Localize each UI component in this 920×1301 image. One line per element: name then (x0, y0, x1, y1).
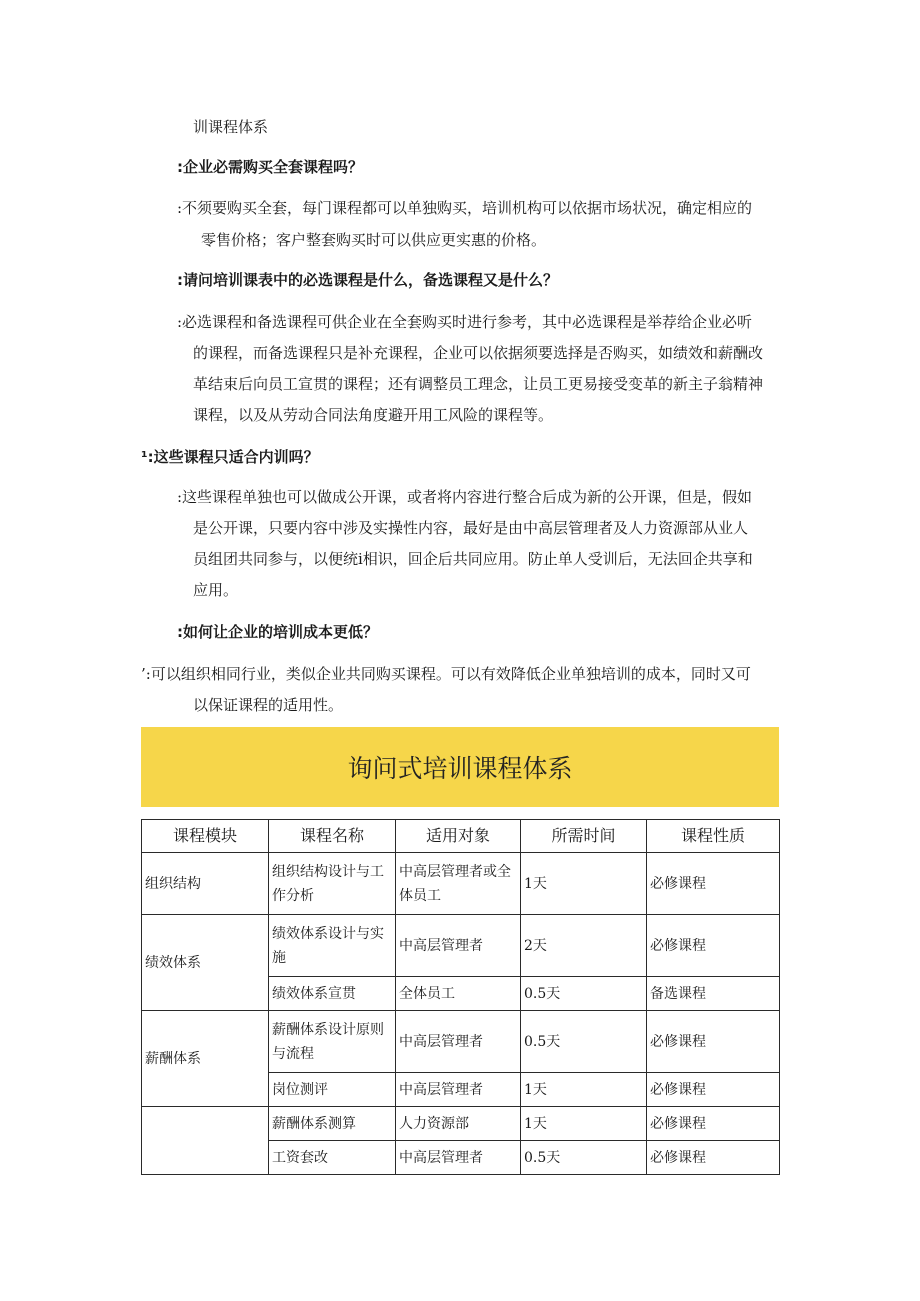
cell-target: 中高层管理者或全体员工 (396, 853, 521, 915)
faq-question-1: :企业必需购买全套课程吗？ (177, 158, 364, 176)
cell-nature: 必修课程 (647, 1073, 780, 1107)
cell-time: 1天 (521, 1107, 647, 1141)
cell-name: 绩效体系宣贯 (269, 977, 396, 1011)
faq-answer-2-line-1: :必选课程和备选课程可供企业在全套购买时进行参考，其中必选课程是举荐给企业必听 (177, 313, 753, 331)
banner-title: 询问式培训课程体系 (347, 754, 573, 783)
cell-name: 薪酬体系测算 (269, 1107, 396, 1141)
cell-name: 绩效体系设计与实施 (269, 915, 396, 977)
faq-answer-3-line-2: 是公开课，只要内容中涉及实操性内容，最好是由中高层管理者及人力资源部从业人 (193, 519, 749, 537)
faq-question-3: ¹:这些课程只适合内训吗？ (141, 448, 319, 466)
cell-name: 工资套改 (269, 1141, 396, 1175)
cell-module: 组织结构 (142, 853, 269, 915)
cell-nature: 必修课程 (647, 1107, 780, 1141)
cell-nature: 必修课程 (647, 1011, 780, 1073)
table-row (142, 915, 780, 977)
cell-target: 中高层管理者 (396, 1073, 521, 1107)
cell-module: 绩效体系 (142, 915, 269, 1011)
cell-target: 中高层管理者 (396, 1141, 521, 1175)
cell-module (142, 1107, 269, 1175)
table-row (142, 1011, 780, 1073)
header-name: 课程名称 (269, 820, 396, 853)
table-row (142, 1107, 780, 1141)
cell-time: 1天 (521, 1073, 647, 1107)
cell-name: 薪酬体系设计原则与流程 (269, 1011, 396, 1073)
cell-nature: 必修课程 (647, 853, 780, 915)
cell-name: 岗位测评 (269, 1073, 396, 1107)
header-target: 适用对象 (396, 820, 521, 853)
header-nature: 课程性质 (647, 820, 780, 853)
cell-target: 中高层管理者 (396, 915, 521, 977)
faq-answer-3-line-4: 应用。 (193, 581, 239, 599)
cell-time: 0.5天 (521, 1011, 647, 1073)
faq-answer-1-line-1: :不须要购买全套，每门课程都可以单独购买，培训机构可以依据市场状况，确定相应的 (177, 199, 753, 217)
header-module: 课程模块 (142, 820, 269, 853)
faq-answer-1-line-2: 零售价格；客户整套购买时可以供应更实惠的价格。 (201, 231, 547, 249)
cell-time: 1天 (521, 853, 647, 915)
faq-answer-4-line-1: ’:可以组织相同行业，类似企业共同购买课程。可以有效降低企业单独培训的成本，同时又可 (141, 665, 751, 683)
cell-time: 0.5天 (521, 977, 647, 1011)
faq-question-2: :请问培训课表中的必选课程是什么，备选课程又是什么？ (177, 271, 559, 289)
cell-module: 薪酬体系 (142, 1011, 269, 1107)
cell-nature: 必修课程 (647, 915, 780, 977)
course-system-banner (141, 727, 779, 807)
cell-target: 中高层管理者 (396, 1011, 521, 1073)
cell-name: 组织结构设计与工作分析 (269, 853, 396, 915)
faq-answer-2-line-3: 革结束后向员工宣贯的课程；还有调整员工理念，让员工更易接受变革的新主子翁精神 (193, 375, 764, 393)
faq-answer-2-line-2: 的课程，而备选课程只是补充课程，企业可以依据须要选择是否购买，如绩效和薪酬改 (193, 344, 764, 362)
table-row (142, 853, 780, 915)
section-heading-fragment: 训课程体系 (193, 118, 269, 136)
table-header-row (142, 820, 780, 853)
cell-target: 人力资源部 (396, 1107, 521, 1141)
faq-answer-2-line-4: 课程，以及从劳动合同法角度避开用工风险的课程等。 (193, 406, 554, 424)
faq-answer-4-line-2: 以保证课程的适用性。 (193, 696, 344, 714)
cell-time: 2天 (521, 915, 647, 977)
faq-answer-3-line-1: :这些课程单独也可以做成公开课，或者将内容进行整合后成为新的公开课，但是，假如 (177, 488, 753, 506)
faq-answer-3-line-3: 员组团共同参与，以便统i相识，回企后共同应用。防止单人受训后，无法回企共享和 (193, 550, 753, 568)
course-table (141, 819, 780, 1175)
cell-target: 全体员工 (396, 977, 521, 1011)
cell-time: 0.5天 (521, 1141, 647, 1175)
faq-question-4: :如何让企业的培训成本更低？ (177, 623, 379, 641)
cell-nature: 备选课程 (647, 977, 780, 1011)
cell-nature: 必修课程 (647, 1141, 780, 1175)
header-time: 所需时间 (521, 820, 647, 853)
